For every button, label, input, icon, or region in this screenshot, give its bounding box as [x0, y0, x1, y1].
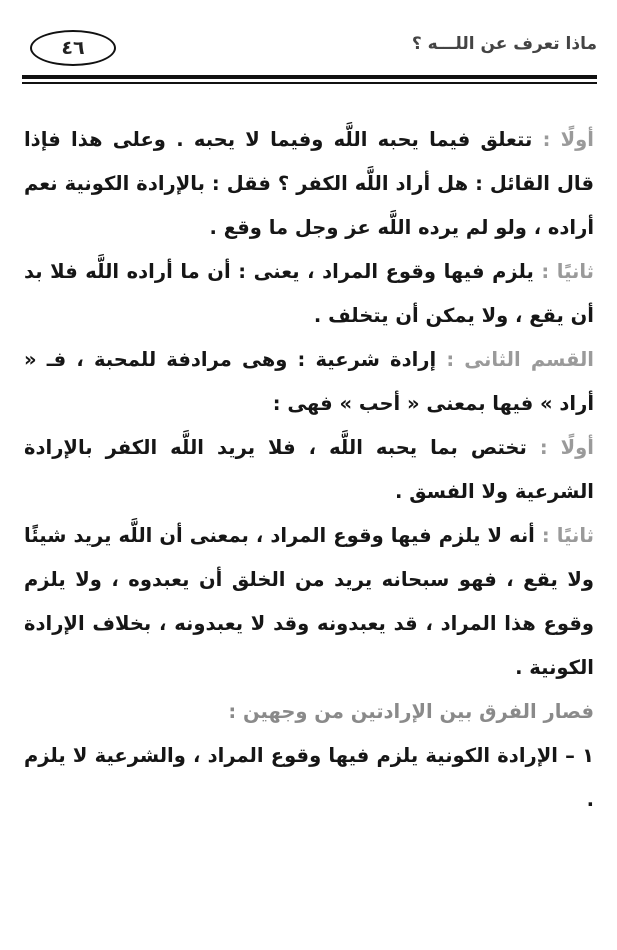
paragraph-1 — [24, 118, 594, 250]
paragraph-6 — [24, 734, 594, 822]
paragraph-text: إرادة شرعية : وهى مرادفة للمحبة ، فـ « أراد » فيها بمعنى « أحب » فهى : — [24, 348, 594, 415]
page-header — [22, 30, 597, 90]
paragraph-lead: ثانيًا : — [541, 524, 594, 547]
paragraph-text: أنه لا يلزم فيها وقوع المراد ، بمعنى أن اللَّه يريد شيئًا ولا يقع ، فهو سبحانه يريد من الخلق أن يعبدوه ، ولا يلزم وقوع هذا المراد ، قد يعبدونه وقد لا يعبدونه ، بخلاف الإرادة الكونية . — [24, 524, 594, 679]
paragraph-5 — [24, 514, 594, 690]
paragraph-4 — [24, 426, 594, 514]
paragraph-lead: أولًا : — [542, 128, 594, 151]
paragraph-text: ١ – الإرادة الكونية يلزم فيها وقوع المراد ، والشرعية لا يلزم . — [24, 744, 594, 811]
running-title: ماذا تعرف عن اللـــه ؟ — [411, 34, 597, 54]
header-rule-thick — [22, 75, 597, 79]
paragraph-text: تتعلق فيما يحبه اللَّه وفيما لا يحبه . وعلى هذا فإذا قال القائل : هل أراد اللَّه الكفر ؟ فقل : بالإرادة الكونية نعم أراده ، ولو لم يرده اللَّه عز وجل ما وقع . — [24, 128, 594, 239]
page-number: ٤٦ — [61, 37, 85, 59]
paragraph-3 — [24, 338, 594, 426]
paragraph-2 — [24, 250, 594, 338]
paragraph-lead: ثانيًا : — [541, 260, 594, 283]
paragraph-lead: أولًا : — [539, 436, 594, 459]
paragraph-text: يلزم فيها وقوع المراد ، يعنى : أن ما أراده اللَّه فلا بد أن يقع ، ولا يمكن أن يتخلف . — [24, 260, 594, 327]
page-number-badge — [30, 30, 116, 66]
paragraph-lead: القسم الثانى : — [446, 348, 594, 371]
paragraph-text: تختص بما يحبه اللَّه ، فلا يريد اللَّه الكفر بالإرادة الشرعية ولا الفسق . — [24, 436, 594, 503]
body-text — [24, 118, 594, 822]
header-rule-thin — [22, 82, 597, 84]
section-subheading: فصار الفرق بين الإرادتين من وجهين : — [228, 700, 594, 723]
